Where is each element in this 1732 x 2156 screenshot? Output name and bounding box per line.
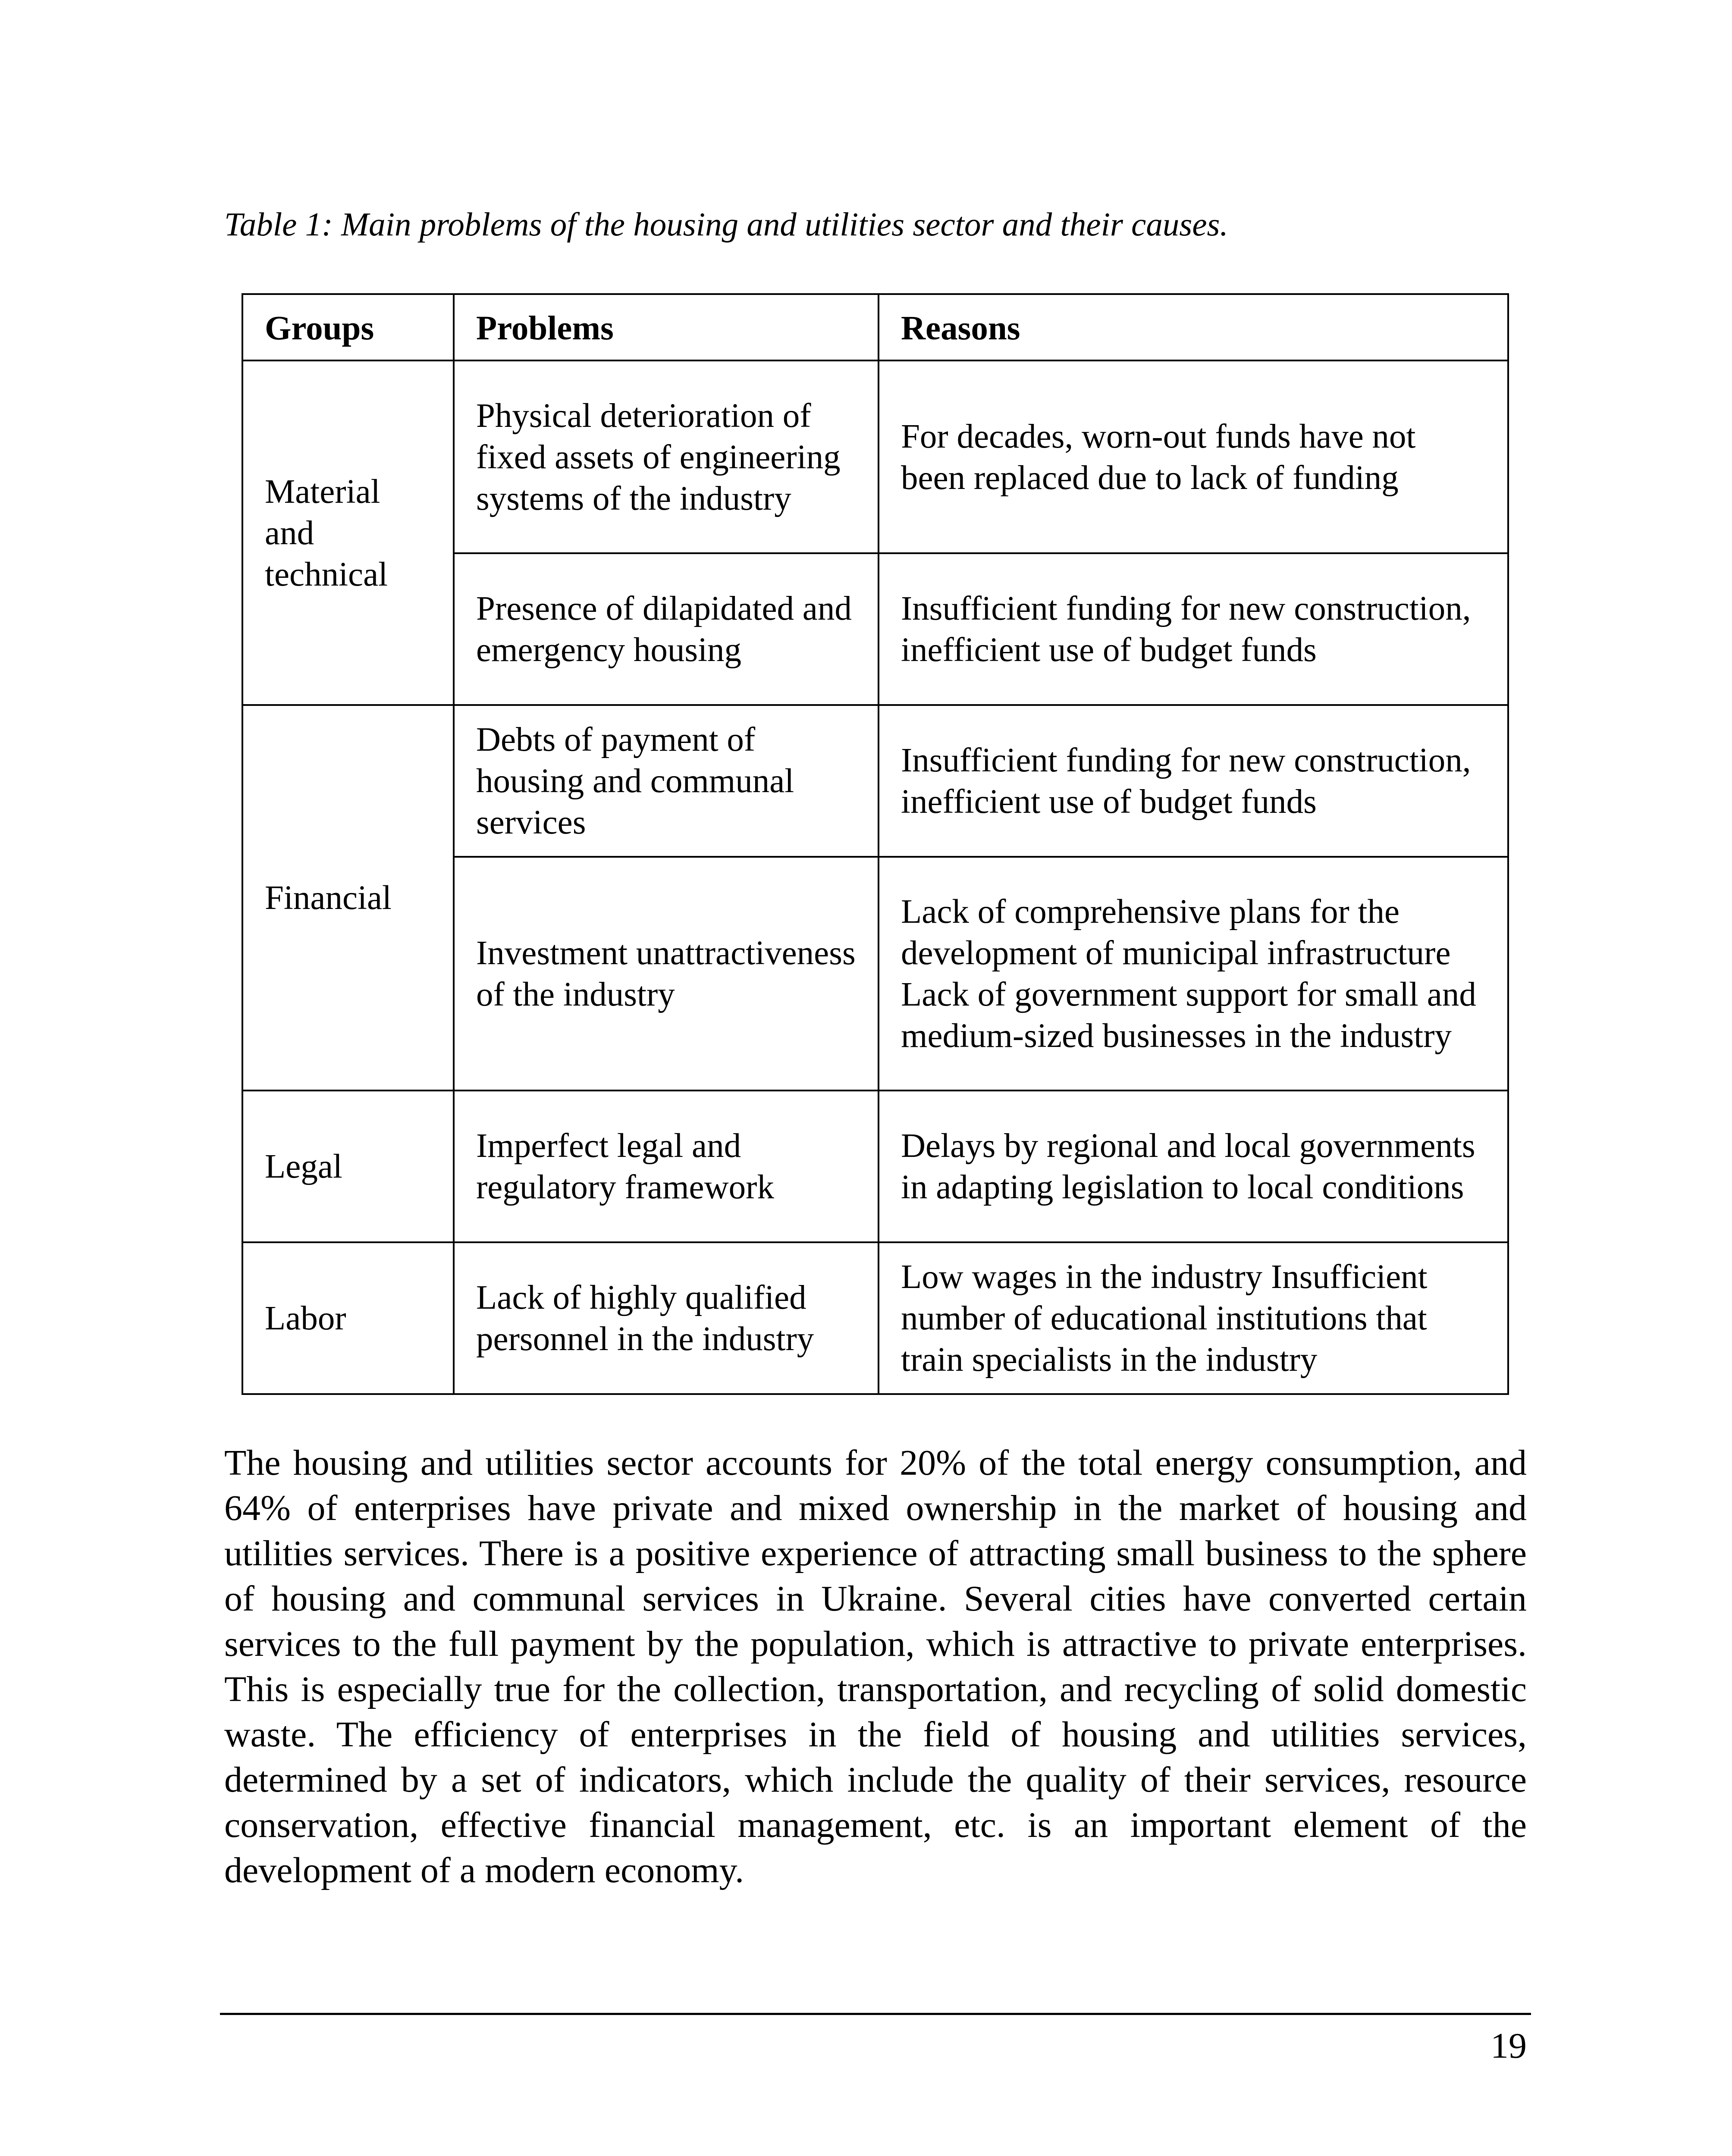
reason-cell: Low wages in the industry Insufficient number of educational institutions that train specialists in the industry [879, 1242, 1508, 1394]
problem-cell: Lack of highly qualified personnel in the industry [454, 1242, 879, 1394]
problem-cell: Debts of payment of housing and communal services [454, 705, 879, 857]
group-cell-labor: Labor [242, 1242, 454, 1394]
reason-cell: Insufficient funding for new construction, inefficient use of budget funds [879, 553, 1508, 705]
header-problems: Problems [454, 294, 879, 360]
table-row [242, 1242, 1508, 1394]
problem-cell: Physical deterioration of fixed assets of engineering systems of the industry [454, 360, 879, 553]
reason-cell: For decades, worn-out funds have not been replaced due to lack of funding [879, 360, 1508, 553]
page-number: 19 [1490, 2026, 1527, 2066]
reason-cell: Delays by regional and local governments in adapting legislation to local conditions [879, 1091, 1508, 1242]
problem-cell: Imperfect legal and regulatory framework [454, 1091, 879, 1242]
group-cell-material: Material and technical [242, 360, 454, 705]
header-reasons: Reasons [879, 294, 1508, 360]
body-paragraph: The housing and utilities sector accounts for 20% of the total energy consumption, and 64% of enterprises have private and mixed ownership in the market of housing and utilities services. There is a positive experience of attracting small business to the sphere of housing and communal services in Ukraine. Several cities have converted certain services to the full payment by the population, which is attractive to private enterprises. This is especially true for the collection, transportation, and recycling of solid domestic waste. The efficiency of enterprises in the field of housing and utilities services, determined by a set of indicators, which include the quality of their services, resource conservation, effective financial management, etc. is an important element of the development of a modern economy. [224, 1443, 1527, 1890]
reason-cell: Lack of comprehensive plans for the development of municipal infrastructure Lack of government support for small and medium-sized businesses in the industry [879, 857, 1508, 1091]
problem-cell: Investment unattractiveness of the industry [454, 857, 879, 1091]
table-row [242, 705, 1508, 857]
header-groups: Groups [242, 294, 454, 360]
table-caption: Table 1: Main problems of the housing and utilities sector and their causes. [224, 206, 1228, 243]
table-header-row [242, 294, 1508, 360]
group-cell-legal: Legal [242, 1091, 454, 1242]
footer-divider [220, 2013, 1531, 2015]
problems-table [242, 293, 1509, 1395]
reason-cell: Insufficient funding for new construction, inefficient use of budget funds [879, 705, 1508, 857]
table-row [242, 1091, 1508, 1242]
table-row [242, 360, 1508, 553]
problem-cell: Presence of dilapidated and emergency housing [454, 553, 879, 705]
group-cell-financial: Financial [242, 705, 454, 1091]
